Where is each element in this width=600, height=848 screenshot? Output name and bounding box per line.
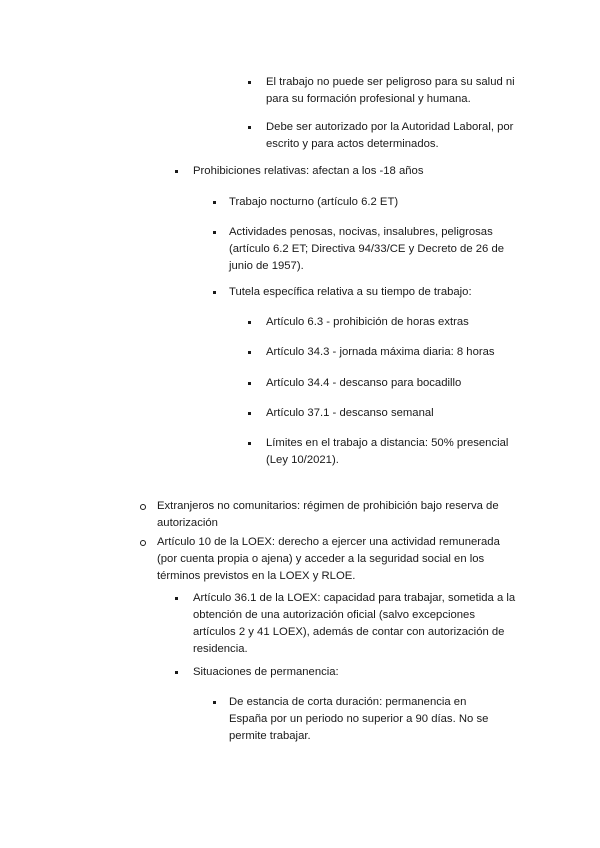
- square-bullet-icon: [248, 351, 251, 354]
- square-bullet-icon: [213, 701, 216, 704]
- list-item: [229, 194, 509, 211]
- list-item: [266, 74, 522, 108]
- list-item-text: Tutela específica relativa a su tiempo de trabajo:: [229, 286, 472, 298]
- square-bullet-icon: [175, 170, 178, 173]
- list-item-text: Artículo 37.1 - descanso semanal: [266, 407, 434, 419]
- list-item: [266, 344, 522, 361]
- list-item: [266, 314, 522, 331]
- list-item-text: Artículo 6.3 - prohibición de horas extras: [266, 316, 469, 328]
- list-item-text: Extranjeros no comunitarios: régimen de prohibición bajo reserva de autorización: [157, 500, 499, 529]
- square-bullet-icon: [248, 81, 251, 84]
- list-item: [193, 590, 518, 658]
- list-item: [193, 163, 523, 180]
- square-bullet-icon: [213, 291, 216, 294]
- list-item-text: Artículo 10 de la LOEX: derecho a ejercer una actividad remunerada (por cuenta propia o ajena) y acceder a la seguridad social en los términos previstos en la LOEX y RLOE.: [157, 536, 500, 582]
- list-item: [193, 664, 513, 681]
- square-bullet-icon: [248, 412, 251, 415]
- list-item: [229, 694, 499, 745]
- list-item-text: Debe ser autorizado por la Autoridad Laboral, por escrito y para actos determinados.: [266, 121, 514, 150]
- list-item-text: El trabajo no puede ser peligroso para su salud ni para su formación profesional y humana.: [266, 76, 515, 105]
- square-bullet-icon: [248, 321, 251, 324]
- list-item: [266, 405, 522, 422]
- square-bullet-icon: [248, 442, 251, 445]
- square-bullet-icon: [213, 231, 216, 234]
- square-bullet-icon: [175, 671, 178, 674]
- list-item-text: Artículo 34.3 - jornada máxima diaria: 8 horas: [266, 346, 495, 358]
- list-item: [266, 435, 516, 469]
- list-item: [157, 498, 512, 532]
- square-bullet-icon: [175, 597, 178, 600]
- list-item: [157, 534, 517, 585]
- list-item: [266, 375, 522, 392]
- square-bullet-icon: [248, 126, 251, 129]
- circle-bullet-icon: [140, 540, 146, 546]
- list-item-text: Actividades penosas, nocivas, insalubres, peligrosas (artículo 6.2 ET; Directiva 94/33/CE y Decreto de 26 de junio de 1957).: [229, 226, 505, 272]
- list-item-text: Trabajo nocturno (artículo 6.2 ET): [229, 196, 399, 208]
- list-item-text: Límites en el trabajo a distancia: 50% presencial (Ley 10/2021).: [266, 437, 509, 466]
- list-item-text: Situaciones de permanencia:: [193, 666, 339, 678]
- list-item: [266, 119, 522, 153]
- list-item-text: Artículo 36.1 de la LOEX: capacidad para trabajar, sometida a la obtención de una autorización oficial (salvo excepciones artículos 2 y 41 LOEX), además de contar con autorización de residencia.: [193, 592, 516, 655]
- circle-bullet-icon: [140, 504, 146, 510]
- list-item-text: Artículo 34.4 - descanso para bocadillo: [266, 377, 462, 389]
- square-bullet-icon: [248, 382, 251, 385]
- list-item: [229, 224, 514, 275]
- list-item-text: De estancia de corta duración: permanencia en España por un periodo no superior a 90 días. No se permite trabajar.: [229, 696, 489, 742]
- list-item-text: Prohibiciones relativas: afectan a los -18 años: [193, 165, 424, 177]
- list-item: [229, 284, 519, 301]
- square-bullet-icon: [213, 201, 216, 204]
